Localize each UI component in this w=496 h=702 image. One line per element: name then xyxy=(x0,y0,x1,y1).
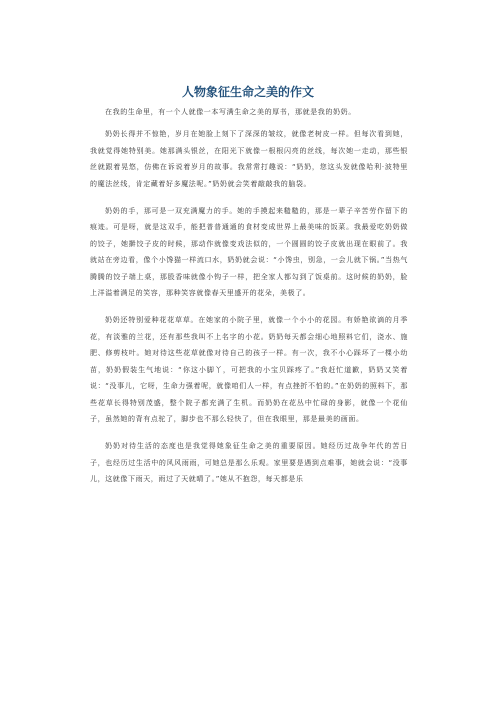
document-body xyxy=(90,104,408,499)
paragraph: 奶奶长得并不惊艳，岁月在她脸上刻下了深深的皱纹，就像老树皮一样。但每次看到她，我就觉得她特别美。她那满头银丝，在阳光下就像一根根闪亮的丝线，每次她一走动，那些银丝就跟着晃悠，仿佛在诉说着岁月的故事。我常常打趣说：“奶奶，您这头发就像哈利·波特里的魔法丝线，肯定藏着好多魔法呢。”奶奶就会笑着敲敲我的脑袋。 xyxy=(90,130,408,188)
paragraph: 奶奶对待生活的态度也是我觉得她象征生命之美的重要原因。她经历过战争年代的苦日子，也经历过生活中的风风雨雨，可她总是那么乐观。家里要是遇到点难事，她就会说：“没事儿，这就像下雨天，雨过了天就晴了。”她从不抱怨，每天都是乐 xyxy=(90,442,408,484)
document-title: 人物象征生命之美的作文 xyxy=(181,85,314,99)
paragraph: 奶奶的手，那可是一双充满魔力的手。她的手摸起来糙糙的，那是一辈子辛苦劳作留下的痕迹。可是呀，就是这双手，能把普普通通的食材变成世界上最美味的饭菜。我最爱吃奶奶做的饺子，她擀饺子皮的时候，那动作就像变戏法似的，一个圆圆的饺子皮就出现在眼前了。我就站在旁边看，像个小馋猫一样流口水，奶奶就会说：“小馋虫，别急，一会儿就下锅。”当热气腾腾的饺子端上桌，那股香味就像小钩子一样，把全家人都勾到了饭桌前。这时候的奶奶，脸上洋溢着满足的笑容，那种笑容就像春天里盛开的花朵，美极了。 xyxy=(90,207,408,298)
paragraph: 在我的生命里，有一个人就像一本写满生命之美的厚书，那就是我的奶奶。 xyxy=(105,108,356,116)
paragraph: 奶奶还特别爱种花花草草。在她家的小院子里，就像一个小小的花园。有娇艳欲滴的月季花，有淡雅的兰花，还有那些我叫不上名字的小花。奶奶每天都会细心地照料它们，浇水、施肥、修剪枝叶。她对待这些花草就像对待自己的孩子一样。有一次，我不小心踩坏了一棵小幼苗，奶奶假装生气地说：“你这小脚丫，可把我的小宝贝踩疼了。”我赶忙道歉，奶奶又笑着说：“没事儿，它呀，生命力强着呢，就像咱们人一样，有点挫折不怕的。”在奶奶的照料下，那些花草长得特别茂盛，整个院子都充满了生机。而奶奶在花丛中忙碌的身影，就像一个花仙子，虽然她的背有点驼了，脚步也不那么轻快了，但在我眼里，那是最美的画面。 xyxy=(90,316,408,423)
